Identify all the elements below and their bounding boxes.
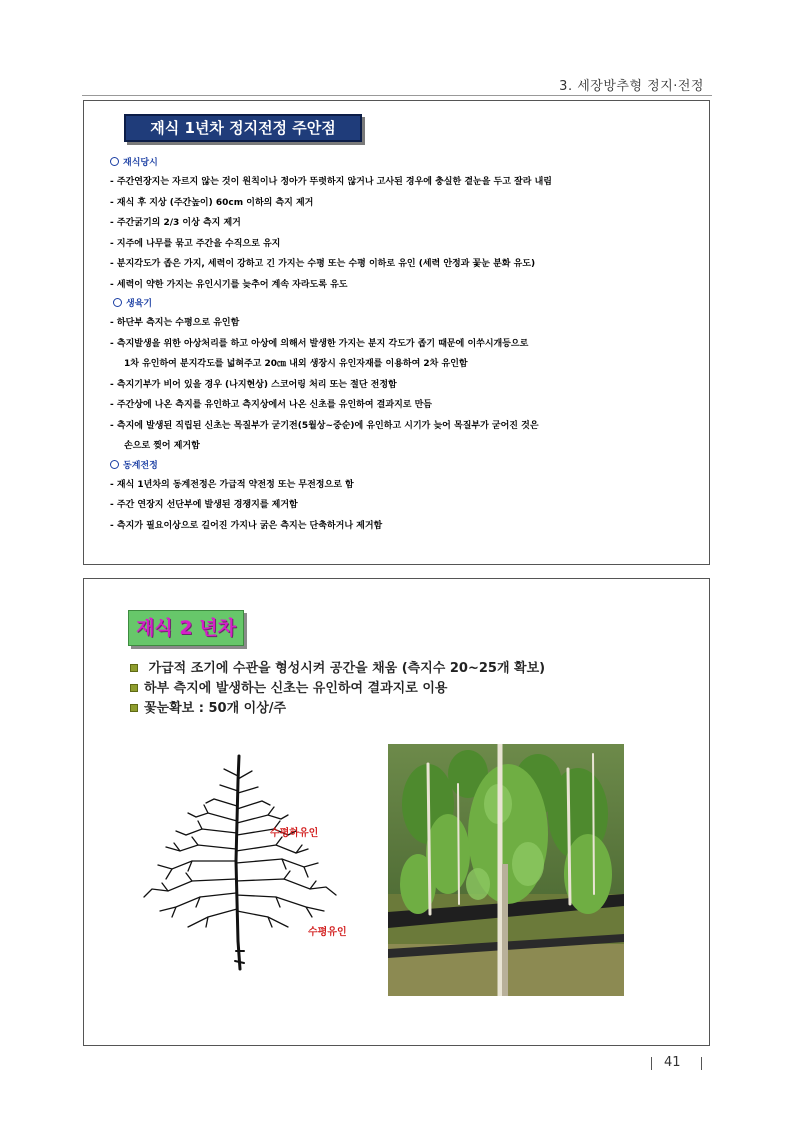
circle-bullet-icon [113,298,122,307]
tree-pruning-diagram [136,751,356,981]
section-line: - 재식 후 지상 (주간높이) 60cm 이하의 측지 제거 [110,197,314,208]
section-line: 1차 유인하여 분지각도를 넓혀주고 20㎝ 내외 생장시 유인자재를 이용하여 2차 유인함 [124,359,468,369]
section-line: - 측지에 발생된 직립된 신초는 목질부가 굳기전(5월상~중순)에 유인하고 시기가 늦어 목질부가 굳어진 것은 [110,420,539,431]
panel-year2 [83,578,710,1046]
year1-banner: 재식 1년차 정지전정 주안점 [124,114,362,142]
section-line: - 측지기부가 비어 있을 경우 (나지현상) 스코어링 처리 또는 절단 전정함 [110,379,397,390]
square-bullet-icon [130,684,138,692]
circle-bullet-icon [110,157,119,166]
diagram-label-upper: 수평하유인 [270,828,319,839]
section-line: - 분지각도가 좁은 가지, 세력이 강하고 긴 가지는 수평 또는 수평 이하로 유인 (세력 안정과 꽃눈 분화 유도) [110,259,536,269]
section-line: - 주간연장지는 자르지 않는 것이 원칙이나 정아가 뚜렷하지 않거나 고사된 경우에 충실한 곁눈을 두고 잘라 내림 [110,177,552,187]
bullet-item: 가급적 조기에 수관을 형성시켜 공간을 채움 (측지수 20~25개 확보) [130,659,545,679]
header-rule [82,95,712,96]
year2-bullets [130,659,545,719]
square-bullet-icon [130,664,138,672]
bullet-item: 하부 측지에 발생하는 신초는 유인하여 결과지로 이용 [130,679,545,699]
section-title-winter: 동계전정 [110,457,700,475]
section-line: - 재식 1년차의 동계전정은 가급적 약전정 또는 무전정으로 함 [110,479,354,490]
page-number: 41 [664,1055,681,1070]
footer-bar-left [651,1057,652,1070]
bullet-item: 꽃눈확보 : 50개 이상/주 [130,699,545,719]
year1-sections [110,154,700,536]
section-title-planting: 재식당시 [110,154,700,172]
year2-banner: 재식 2 년차 [128,610,244,646]
orchard-photo [388,744,624,996]
diagram-label-lower: 수평유인 [308,927,347,938]
section-line: - 지주에 나무를 묶고 주간을 수직으로 유지 [110,238,281,249]
section-line: - 주간굵기의 2/3 이상 측지 제거 [110,218,241,228]
section-line: 손으로 찢어 제거함 [124,441,200,451]
page-header-title: 3. 세장방추형 정지·전정 [559,79,704,94]
footer-bar-right [701,1057,702,1070]
section-line: - 주간상에 나온 측지를 유인하고 측지상에서 나온 신초를 유인하여 결과지로 만듬 [110,400,432,410]
panel-year1 [83,100,710,565]
section-line: - 측지가 필요이상으로 길어진 가지나 굵은 측지는 단축하거나 제거함 [110,520,383,531]
section-line: - 측지발생을 위한 아상처리를 하고 아상에 의해서 발생한 가지는 분지 각도가 좁기 때문에 이쑤시개등으로 [110,338,529,349]
section-title-growing: 생육기 [110,295,700,313]
circle-bullet-icon [110,460,119,469]
square-bullet-icon [130,704,138,712]
section-line: - 하단부 측지는 수평으로 유인함 [110,318,240,328]
section-line: - 주간 연장지 선단부에 발생된 경쟁지를 제거함 [110,500,298,510]
section-line: - 세력이 약한 가지는 유인시기를 늦추어 계속 자라도록 유도 [110,279,348,290]
